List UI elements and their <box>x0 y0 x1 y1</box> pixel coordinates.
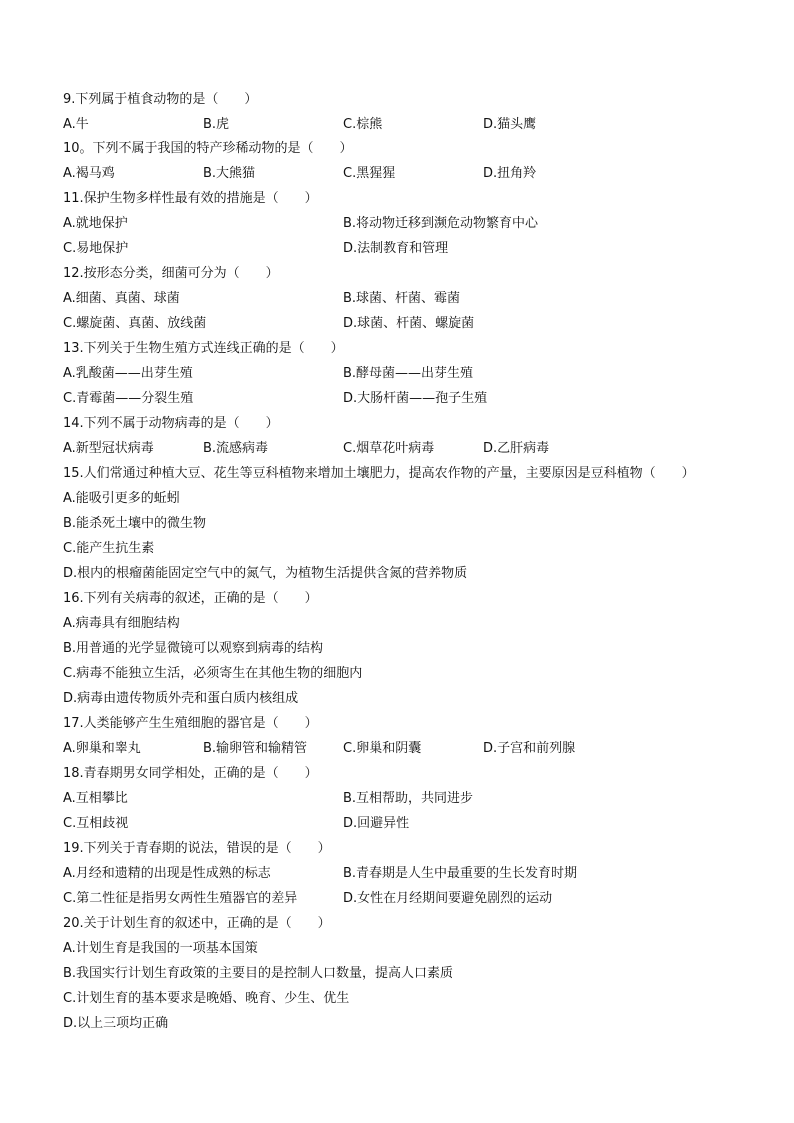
question-16-option-b: B.用普通的光学显微镜可以观察到病毒的结构 <box>63 641 324 656</box>
question-19-option-c: C.第二性征是指男女两性生殖器官的差异 <box>63 891 298 906</box>
question-11-option-b: B.将动物迁移到濒危动物繁育中心 <box>343 216 539 231</box>
question-14-option-a: A.新型冠状病毒 <box>63 441 154 456</box>
question-13-option-b: B.酵母菌——出芽生殖 <box>343 366 474 381</box>
question-14-stem: 14.下列不属于动物病毒的是（ ） <box>63 416 279 431</box>
question-16-option-a: A.病毒具有细胞结构 <box>63 616 180 631</box>
question-13-option-a: A.乳酸菌——出芽生殖 <box>63 366 193 381</box>
question-17-option-d: D.子宫和前列腺 <box>483 741 576 756</box>
question-10-stem: 10。下列不属于我国的特产珍稀动物的是（ ） <box>63 141 353 156</box>
question-12-option-c: C.螺旋菌、真菌、放线菌 <box>63 316 207 331</box>
question-17-option-a: A.卵巢和睾丸 <box>63 741 141 756</box>
question-20-option-c: C.计划生育的基本要求是晚婚、晚育、少生、优生 <box>63 991 350 1006</box>
question-15-option-c: C.能产生抗生素 <box>63 541 155 556</box>
question-19-option-d: D.女性在月经期间要避免剧烈的运动 <box>343 891 553 906</box>
question-15-option-a: A.能吸引更多的蚯蚓 <box>63 491 180 506</box>
question-12-option-a: A.细菌、真菌、球菌 <box>63 291 180 306</box>
question-15-option-d: D.根内的根瘤菌能固定空气中的氮气，为植物生活提供含氮的营养物质 <box>63 566 468 581</box>
question-11-option-d: D.法制教育和管理 <box>343 241 449 256</box>
question-14-option-b: B.流感病毒 <box>203 441 269 456</box>
question-12-option-b: B.球菌、杆菌、霉菌 <box>343 291 461 306</box>
question-12-stem: 12.按形态分类，细菌可分为（ ） <box>63 266 279 281</box>
question-9-stem: 9.下列属于植食动物的是（ ） <box>63 92 258 107</box>
question-16-option-d: D.病毒由遗传物质外壳和蛋白质内核组成 <box>63 691 299 706</box>
question-18-option-b: B.互相帮助，共同进步 <box>343 791 474 806</box>
question-9-option-b: B.虎 <box>203 117 230 132</box>
question-18-option-c: C.互相歧视 <box>63 816 129 831</box>
question-15-option-b: B.能杀死土壤中的微生物 <box>63 516 207 531</box>
question-10-option-b: B.大熊猫 <box>203 166 256 181</box>
question-20-stem: 20.关于计划生育的叙述中，正确的是（ ） <box>63 916 331 931</box>
question-15-stem: 15.人们常通过种植大豆、花生等豆科植物来增加土壤肥力，提高农作物的产量，主要原因是豆科植物（ ） <box>63 466 695 481</box>
question-18-option-d: D.回避异性 <box>343 816 410 831</box>
question-20-option-a: A.计划生育是我国的一项基本国策 <box>63 941 258 956</box>
question-10-option-a: A.褐马鸡 <box>63 166 115 181</box>
question-14-option-c: C.烟草花叶病毒 <box>343 441 435 456</box>
question-11-stem: 11.保护生物多样性最有效的措施是（ ） <box>63 191 318 206</box>
question-19-stem: 19.下列关于青春期的说法，错误的是（ ） <box>63 841 331 856</box>
question-17-option-b: B.输卵管和输精管 <box>203 741 308 756</box>
question-9-option-d: D.猫头鹰 <box>483 117 537 132</box>
question-9-option-c: C.棕熊 <box>343 117 383 132</box>
question-13-option-d: D.大肠杆菌——孢子生殖 <box>343 391 488 406</box>
question-11-option-a: A.就地保护 <box>63 216 128 231</box>
question-10-option-c: C.黑猩猩 <box>343 166 396 181</box>
question-16-stem: 16.下列有关病毒的叙述，正确的是（ ） <box>63 591 318 606</box>
question-20-option-b: B.我国实行计划生育政策的主要目的是控制人口数量，提高人口素质 <box>63 966 454 981</box>
question-20-option-d: D.以上三项均正确 <box>63 1016 169 1031</box>
question-18-stem: 18.青春期男女同学相处，正确的是（ ） <box>63 766 318 781</box>
question-18-option-a: A.互相攀比 <box>63 791 128 806</box>
question-17-option-c: C.卵巢和阴囊 <box>343 741 422 756</box>
question-17-stem: 17.人类能够产生生殖细胞的器官是（ ） <box>63 716 318 731</box>
question-19-option-b: B.青春期是人生中最重要的生长发育时期 <box>343 866 578 881</box>
question-11-option-c: C.易地保护 <box>63 241 129 256</box>
question-9-option-a: A.牛 <box>63 117 89 132</box>
question-14-option-d: D.乙肝病毒 <box>483 441 550 456</box>
question-13-option-c: C.青霉菌——分裂生殖 <box>63 391 194 406</box>
question-13-stem: 13.下列关于生物生殖方式连线正确的是（ ） <box>63 341 344 356</box>
question-12-option-d: D.球菌、杆菌、螺旋菌 <box>343 316 475 331</box>
question-10-option-d: D.扭角羚 <box>483 166 537 181</box>
question-19-option-a: A.月经和遗精的出现是性成熟的标志 <box>63 866 271 881</box>
question-16-option-c: C.病毒不能独立生活，必须寄生在其他生物的细胞内 <box>63 666 363 681</box>
